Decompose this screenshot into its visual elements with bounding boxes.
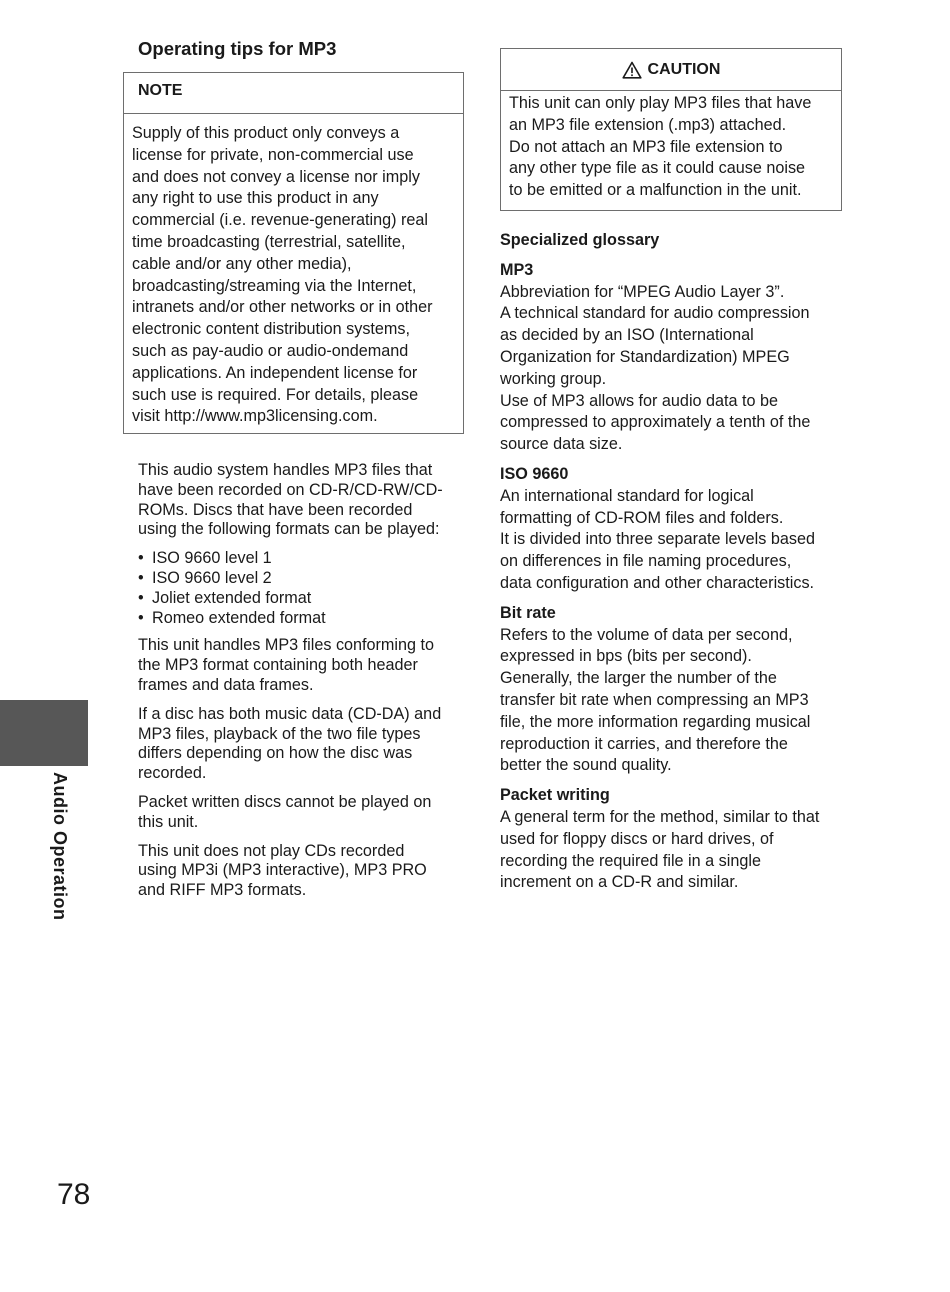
format-list-item: • ISO 9660 level 1 — [138, 549, 473, 569]
note-title: NOTE — [124, 73, 463, 114]
left-column-text — [138, 461, 473, 910]
packet-disc-paragraph: Packet written discs cannot be played on this unit. — [138, 792, 432, 831]
glossary-title: Specialized glossary — [500, 231, 660, 249]
mixed-disc-paragraph: If a disc has both music data (CD-DA) and MP3 files, playback of the two file types differs depending on how the disc was recorded. — [138, 704, 442, 783]
unsupported-formats-paragraph: This unit does not play CDs recorded using MP3i (MP3 interactive), MP3 PRO and RIFF MP3 formats. — [138, 841, 427, 900]
note-box — [123, 72, 464, 434]
page-number: 78 — [57, 1178, 91, 1211]
glossary-definition: A general term for the method, similar to that used for floppy discs or hard drives, of recording the required file in a single increment on a CD-R and similar. — [500, 807, 820, 892]
caution-body: This unit can only play MP3 files that have an MP3 file extension (.mp3) attached. Do not attach an MP3 file extension to any other type file as it could cause noise to be emitted or a malfunction in the unit. — [509, 94, 812, 200]
format-list — [138, 549, 473, 628]
glossary-entry — [500, 464, 850, 595]
note-body: Supply of this product only conveys a license for private, non-commercial use and does not convey a license nor imply any right to use this product in any commercial (i.e. revenue-generating) real time broadcasting (terrestrial, satellite, cable and/or any other media), broadcasting/streaming via the Internet, intranets and/or other networks or in other electronic content distribution systems, such as pay-audio or audio-ondemand applications. An independent license for such use is required. For details, please visit http://www.mp3licensing.com. — [132, 124, 433, 426]
section-heading: Operating tips for MP3 — [138, 38, 337, 59]
glossary-entry — [500, 260, 850, 456]
conforming-paragraph: This unit handles MP3 files conforming to the MP3 format containing both header frames and data frames. — [138, 636, 435, 694]
caution-title: CAUTION — [647, 60, 721, 78]
glossary-term: MP3 — [500, 260, 534, 279]
section-tab-marker — [0, 700, 88, 766]
glossary-entry — [500, 603, 850, 777]
glossary — [500, 230, 850, 902]
caution-box — [500, 48, 842, 211]
glossary-definition: Abbreviation for “MPEG Audio Layer 3”. A technical standard for audio compression as decided by an ISO (International Organization for Standardization) MPEG working group. Use of MP3 allows for audio data to be compressed to approximately a tenth of the source data size. — [500, 282, 811, 454]
glossary-definition: An international standard for logical formatting of CD-ROM files and folders. It is divided into three separate levels based on differences in file naming procedures, data configuration and other characteristics. — [500, 486, 815, 592]
glossary-definition: Refers to the volume of data per second, expressed in bps (bits per second). Generally, the larger the number of the transfer bit rate when compressing an MP3 file, the more information regarding musical reproduction it carries, and therefore the better the sound quality. — [500, 625, 811, 775]
format-list-item: • Romeo extended format — [138, 609, 473, 629]
glossary-term: Bit rate — [500, 603, 556, 622]
glossary-term: ISO 9660 — [500, 464, 569, 483]
glossary-term: Packet writing — [500, 786, 610, 805]
format-list-item: • ISO 9660 level 2 — [138, 569, 473, 589]
format-list-item: • Joliet extended format — [138, 589, 473, 609]
intro-paragraph: This audio system handles MP3 files that have been recorded on CD-R/CD-RW/CD- ROMs. Discs that have been recorded using the following formats can be played: — [138, 461, 443, 539]
section-tab-label: Audio Operation — [50, 772, 70, 921]
glossary-entry — [500, 785, 850, 894]
warning-triangle-icon — [622, 61, 642, 79]
caution-header — [501, 49, 841, 91]
